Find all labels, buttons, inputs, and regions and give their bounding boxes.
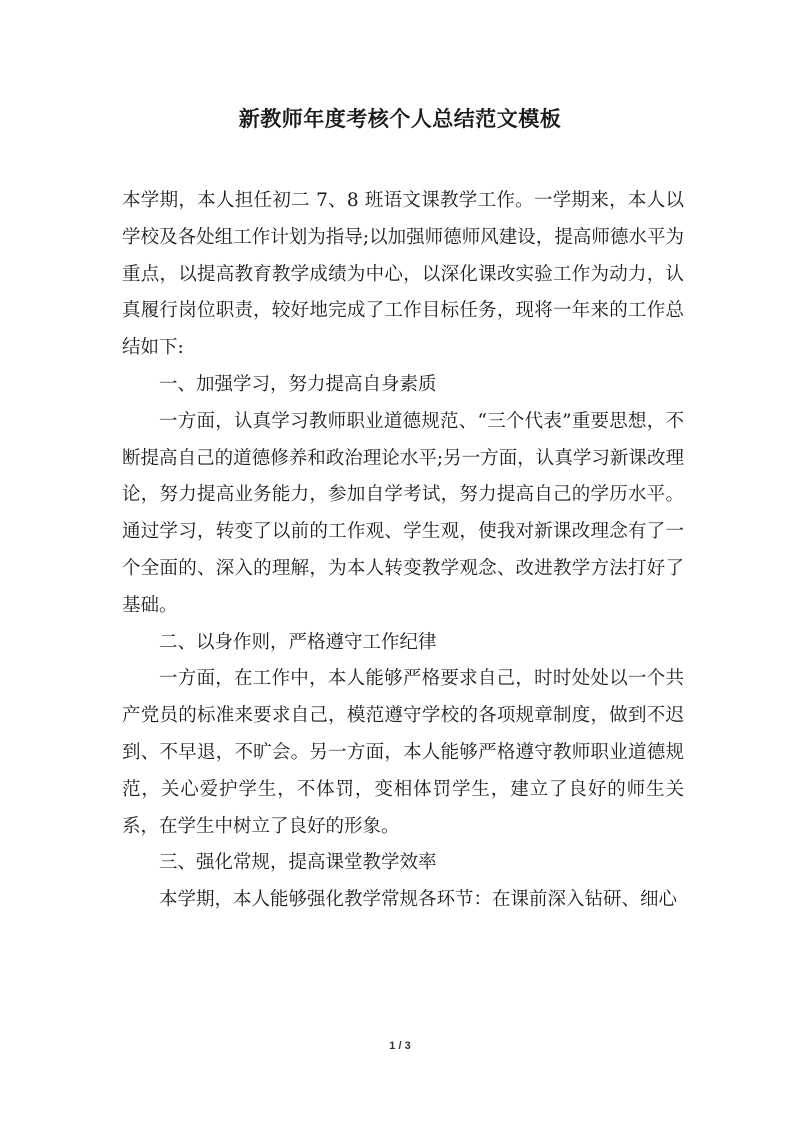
section-heading-1: 一、加强学习，努力提高自身素质 [159,373,437,395]
page-number: 1 / 3 [389,1040,411,1052]
section-heading-3: 三、强化常规，提高课堂教学效率 [159,852,437,874]
document-title: 新教师年度考核个人总结范文模板 [238,106,562,131]
intro-paragraph: 本学期，本人担任初二 7、8 班语文课教学工作。一学期来，本人以学校及各处组工作计划为指导;以加强师德师风建设，提高师德水平为重点，以提高教育教学成绩为中心，以深化课改实验工作为动力，认真履行岗位职责，较好地完成了工作目标任务，现将一年来的工作总结如下: [122,190,684,359]
section-3-paragraph: 本学期，本人能够强化教学常规各环节：在课前深入钻研、细心 [159,889,678,911]
section-2-paragraph: 一方面，在工作中，本人能够严格要求自己，时时处处以一个共产党员的标准来要求自己，模范遵守学校的各项规章制度，做到不迟到、不早退，不旷会。另一方面，本人能够严格遵守教师职业道德规范，关心爱护学生，不体罚，变相体罚学生，建立了良好的师生关系，在学生中树立了良好的形象。 [122,668,684,837]
section-heading-2: 二、以身作则，严格遵守工作纪律 [159,631,437,653]
document-body [122,183,684,919]
section-1-paragraph: 一方面，认真学习教师职业道德规范、“三个代表”重要思想，不断提高自己的道德修养和政治理论水平;另一方面，认真学习新课改理论，努力提高业务能力，参加自学考试，努力提高自己的学历水平。通过学习，转变了以前的工作观、学生观，使我对新课改理念有了一个全面的、深入的理解，为本人转变教学观念、改进教学方法打好了基础。 [122,410,684,616]
